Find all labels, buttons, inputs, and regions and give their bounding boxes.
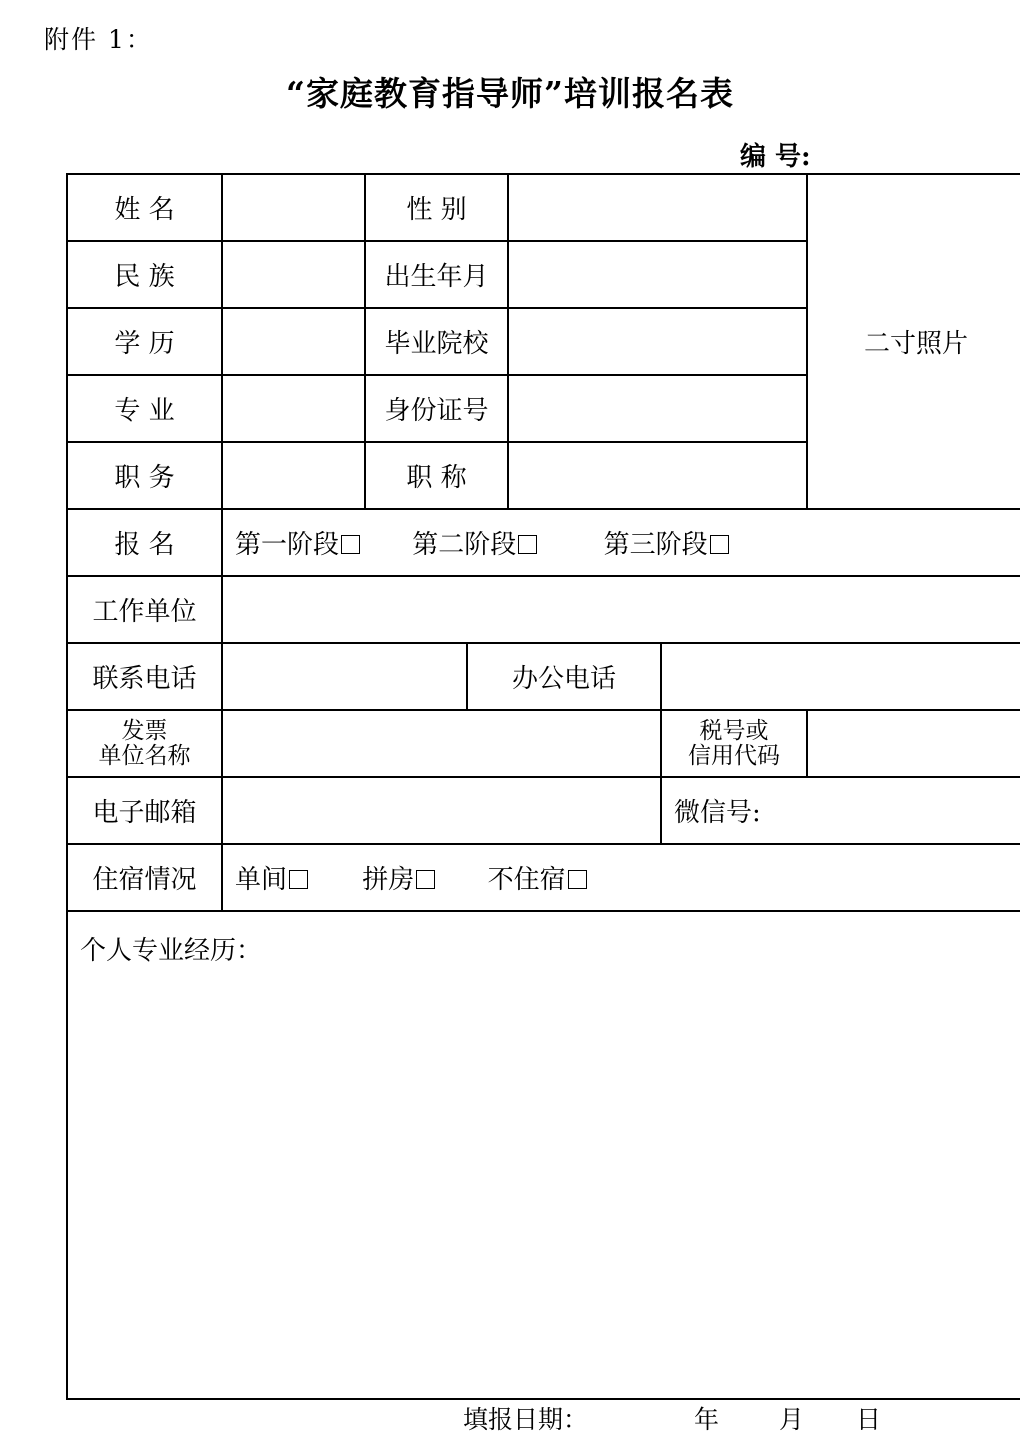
- shared-room-label: 拼房: [362, 865, 415, 895]
- day-label: 日: [856, 1405, 882, 1434]
- month-label: 月: [779, 1405, 805, 1434]
- position-label: 职 务: [67, 442, 222, 509]
- number-label: 编 号:: [740, 142, 811, 172]
- form-title: “家庭教育指导师”培训报名表: [286, 74, 734, 113]
- stage3-checkbox[interactable]: [710, 535, 729, 554]
- year-label: 年: [694, 1405, 720, 1434]
- photo-box[interactable]: 二寸照片: [807, 174, 1020, 509]
- stage1-option[interactable]: [235, 524, 360, 561]
- id-number-label: 身份证号: [365, 375, 508, 442]
- id-number-value[interactable]: [508, 375, 807, 442]
- ethnicity-label: 民 族: [67, 241, 222, 308]
- invoice-label-line2: 单位名称: [98, 742, 191, 769]
- stage2-label: 第二阶段: [412, 530, 517, 560]
- no-lodging-checkbox[interactable]: [568, 870, 587, 889]
- title-rank-value[interactable]: [508, 442, 807, 509]
- experience-label: 个人专业经历：: [80, 936, 263, 966]
- register-label: 报 名: [67, 509, 222, 576]
- single-room-option[interactable]: [235, 859, 308, 896]
- major-value[interactable]: [222, 375, 365, 442]
- wechat-label: 微信号:: [674, 798, 761, 828]
- name-label: 姓 名: [67, 174, 222, 241]
- email-value[interactable]: [222, 777, 661, 844]
- office-phone-label: 办公电话: [467, 643, 661, 710]
- email-label: 电子邮箱: [67, 777, 222, 844]
- invoice-label-line1: 发票: [121, 717, 168, 744]
- lodging-options: [222, 844, 1020, 911]
- name-value[interactable]: [222, 174, 365, 241]
- stage2-option[interactable]: [412, 524, 537, 561]
- school-value[interactable]: [508, 308, 807, 375]
- invoice-label: [67, 710, 222, 777]
- school-label: 毕业院校: [365, 308, 508, 375]
- workplace-label: 工作单位: [67, 576, 222, 643]
- no-lodging-label: 不住宿: [487, 865, 566, 895]
- stage2-checkbox[interactable]: [518, 535, 537, 554]
- birth-value[interactable]: [508, 241, 807, 308]
- registration-table: [66, 173, 1020, 1400]
- no-lodging-option[interactable]: [488, 859, 587, 896]
- fill-date-label: 填报日期：: [463, 1405, 589, 1434]
- phone-value[interactable]: [222, 643, 467, 710]
- stage1-label: 第一阶段: [235, 530, 340, 560]
- lodging-label: 住宿情况: [67, 844, 222, 911]
- shared-room-checkbox[interactable]: [416, 870, 435, 889]
- phone-label: 联系电话: [67, 643, 222, 710]
- experience-area[interactable]: [67, 911, 1020, 1399]
- single-room-label: 单间: [235, 865, 288, 895]
- gender-label: 性 别: [365, 174, 508, 241]
- education-value[interactable]: [222, 308, 365, 375]
- single-room-checkbox[interactable]: [289, 870, 308, 889]
- tax-label-line1: 税号或: [699, 717, 769, 744]
- position-value[interactable]: [222, 442, 365, 509]
- wechat-field[interactable]: [661, 777, 1020, 844]
- stage3-option[interactable]: [604, 524, 729, 561]
- education-label: 学 历: [67, 308, 222, 375]
- stage1-checkbox[interactable]: [341, 535, 360, 554]
- stage-options: [222, 509, 1020, 576]
- title-rank-label: 职 称: [365, 442, 508, 509]
- workplace-value[interactable]: [222, 576, 1020, 643]
- office-phone-value[interactable]: [661, 643, 1020, 710]
- ethnicity-value[interactable]: [222, 241, 365, 308]
- shared-room-option[interactable]: [362, 859, 435, 896]
- birth-label: 出生年月: [365, 241, 508, 308]
- major-label: 专 业: [67, 375, 222, 442]
- invoice-value[interactable]: [222, 710, 661, 777]
- attachment-label: 附件 1：: [44, 25, 153, 54]
- tax-label-line2: 信用代码: [688, 742, 781, 769]
- tax-label: [661, 710, 807, 777]
- stage3-label: 第三阶段: [603, 530, 708, 560]
- gender-value[interactable]: [508, 174, 807, 241]
- tax-value[interactable]: [807, 710, 1020, 777]
